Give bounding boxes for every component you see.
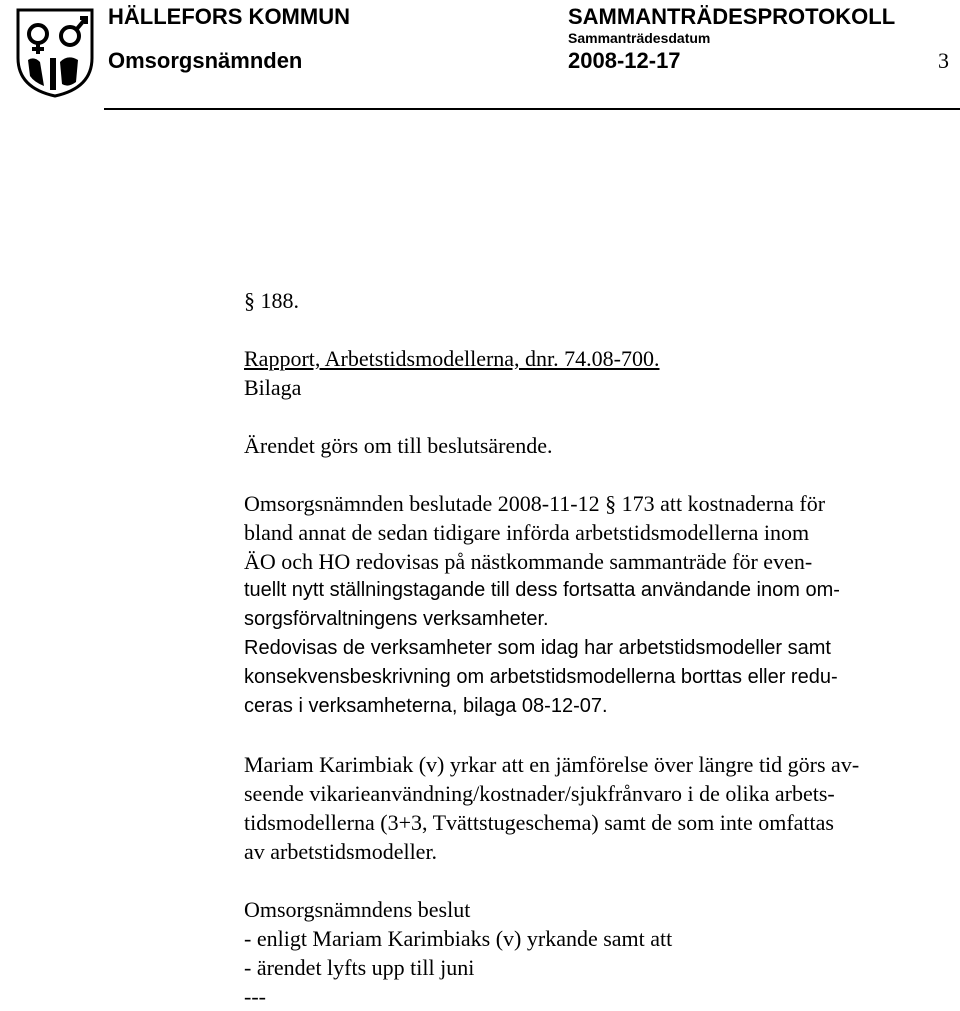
item-note: Ärendet görs om till beslutsärende.	[244, 433, 553, 458]
organization-name: HÄLLEFORS KOMMUN	[108, 4, 350, 29]
decision-line: - ärendet lyfts upp till juni	[244, 955, 475, 980]
paragraph-line: Redovisas de verksamheter som idag har arbetstidsmodeller samt	[244, 637, 831, 659]
page-number: 3	[938, 48, 949, 73]
document-title: SAMMANTRÄDESPROTOKOLL	[568, 4, 896, 29]
paragraph-line: seende vikarieanvändning/kostnader/sjukfrånvaro i de olika arbets-	[244, 781, 835, 806]
section-number: § 188.	[244, 288, 299, 313]
paragraph-line: Omsorgsnämnden beslutade 2008-11-12 § 173 att kostnaderna för	[244, 491, 826, 516]
paragraph-report	[244, 576, 950, 721]
paragraph-line: sorgsförvaltningens verksamheter.	[244, 608, 549, 630]
item-title-link[interactable]: Rapport, Arbetstidsmodellerna, dnr. 74.08-700.	[244, 346, 660, 371]
paragraph-line: bland annat de sedan tidigare införda arbetstidsmodellerna inom	[244, 520, 810, 545]
decision-end-marker: ---	[244, 984, 266, 1009]
paragraph-line: konsekvensbeskrivning om arbetstidsmodellerna borttas eller redu-	[244, 666, 838, 688]
meeting-date-label: Sammanträdesdatum	[568, 30, 711, 46]
municipal-coat-of-arms	[14, 6, 96, 98]
board-name: Omsorgsnämnden	[108, 48, 303, 73]
decision-line: - enligt Mariam Karimbiaks (v) yrkande samt att	[244, 926, 673, 951]
attachment-label: Bilaga	[244, 375, 302, 400]
paragraph-line: tuellt nytt ställningstagande till dess fortsatta användande inom om-	[244, 579, 840, 601]
decision-heading: Omsorgsnämndens beslut	[244, 897, 471, 922]
paragraph-line: tidsmodellerna (3+3, Tvättstugeschema) samt de som inte omfattas	[244, 810, 834, 835]
header-divider	[104, 108, 960, 110]
paragraph-line: av arbetstidsmodeller.	[244, 839, 438, 864]
meeting-date: 2008-12-17	[568, 48, 681, 73]
paragraph-motion	[244, 750, 950, 866]
paragraph-background	[244, 489, 950, 576]
paragraph-line: Mariam Karimbiak (v) yrkar att en jämförelse över längre tid görs av-	[244, 752, 860, 777]
paragraph-line: ceras i verksamheterna, bilaga 08-12-07.	[244, 695, 608, 717]
paragraph-line: ÄO och HO redovisas på nästkommande sammanträde för even-	[244, 549, 813, 574]
decision-block	[244, 895, 950, 1011]
